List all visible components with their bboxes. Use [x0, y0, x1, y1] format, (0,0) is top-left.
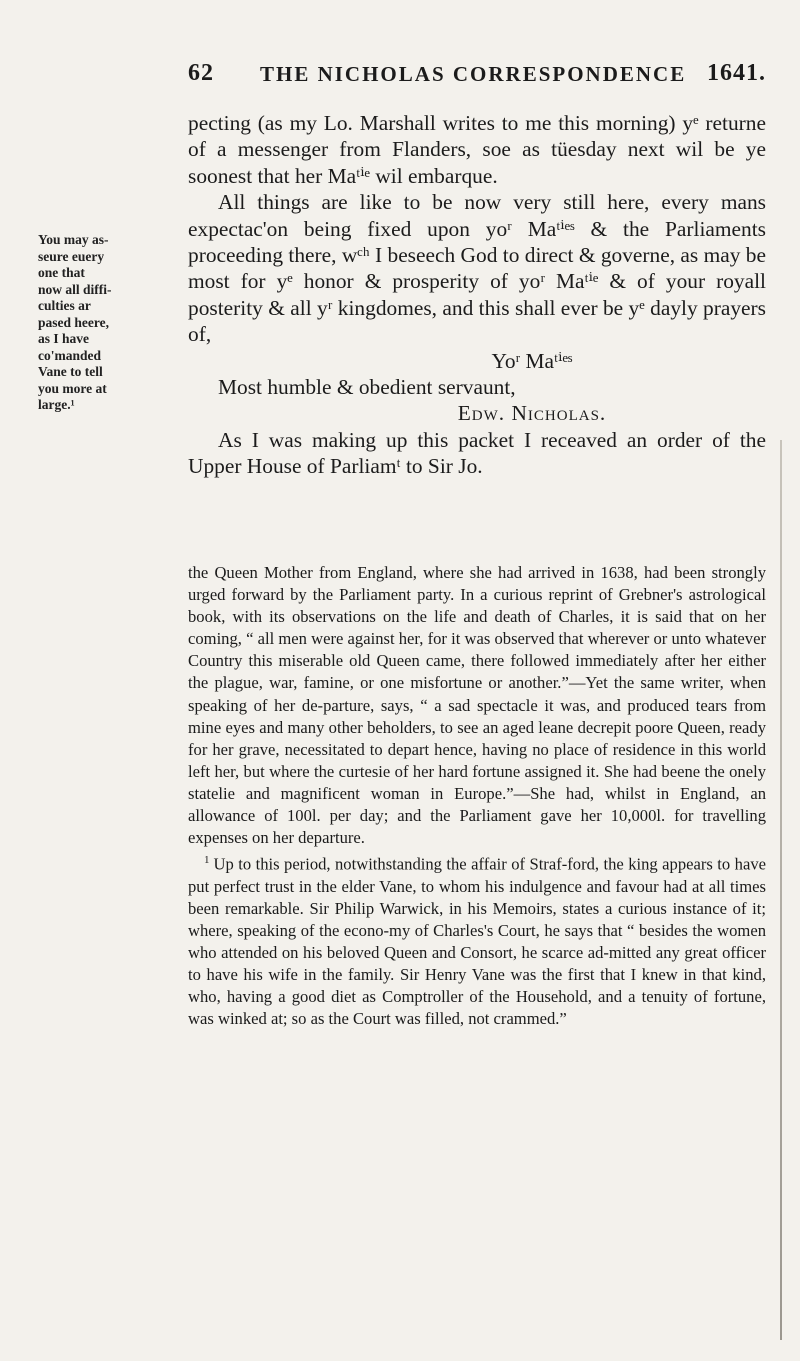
page-number: 62	[188, 60, 214, 86]
footnote-marker: 1	[204, 854, 210, 867]
page-header	[188, 60, 766, 100]
footnote-1	[188, 849, 766, 1030]
letter-postscript: As I was making up this packet I receaved an order of the Upper House of Parliamᵗ to Sir Jo.	[188, 427, 766, 479]
margin-note-line: culties ar	[38, 298, 91, 313]
margin-note-line: seure euery	[38, 248, 105, 264]
margin-note-line: co'manded	[38, 347, 102, 363]
letter-signature: Edw. Nicholas.	[457, 401, 607, 426]
margin-note-line: large.¹	[38, 397, 75, 412]
margin-note-line: now all diffi-	[38, 281, 112, 297]
margin-note-line: You may as-	[38, 232, 109, 247]
footnote-continuation: the Queen Mother from England, where she had arrived in 1638, had been strongly urged forward by the Parliament party. In a curious reprint of Grebner's astrological book, with its observations on the life and death of Charles, it is said that on her coming, “ all men were against her, for it was observed that wherever or unto whatever Country this miserable old Queen came, there followed immediately after her either the plague, war, famine, or one misfortune or another.”—Yet the same writer, when speaking of her de-parture, says, “ a sad spectacle it was, and produced tears from mine eyes and many other beholders, to see an aged leane decrepit poore Queen, ready for her grave, necessitated to depart hence, having no place of residence in this world left her, but where the curtesie of her hard fortune assigned it. She had beene the onely statelie and magnificent woman in Europe.”—She had, whilst in England, an allowance of 100l. per day; and the Parliament gave her 10,000l. for travelling expenses on her departure.	[188, 563, 766, 848]
margin-note	[38, 232, 184, 414]
letter-paragraph: All things are like to be now very still here, every mans expectac'on being fixed upon yoʳ Maᵗⁱᵉˢ & the Parliaments proceeding there, wᶜʰ I beseech God to direct & governe, as may be most for yᵉ honor & prosperity of yoʳ Maᵗⁱᵉ & of your royall posterity & all yʳ kingdomes, and this shall ever be yᵉ dayly prayers of,	[188, 190, 766, 347]
running-title: THE NICHOLAS CORRESPONDENCE	[260, 62, 687, 86]
margin-note-line: Vane to tell	[38, 364, 103, 379]
margin-note-line: you more at	[38, 380, 107, 396]
footnotes	[188, 562, 766, 1031]
footnote-text: Up to this period, notwithstanding the affair of Straf-ford, the king appears to have put perfect trust in the elder Vane, to whom his indulgence and favour had at all times been remarkable. Sir Philip Warwick, in his Memoirs, states a curious instance of it; where, speaking of the econo-my of Charles's Court, he says that “ besides the women who attended on his beloved Queen and Consort, he scarce ad-mitted any great officer to have his wife in the family. Sir Henry Vane was the first that I knew in that kind, who, having a good diet as Comptroller of the Household, and a tenuity of fortune, was winked at; so as the Court was filled, not crammed.”	[188, 854, 766, 1029]
letter-subscription: Most humble & obedient servaunt,	[218, 375, 516, 400]
margin-note-line: as I have	[38, 331, 90, 346]
margin-note-line: pased heere,	[38, 314, 109, 330]
header-year: 1641.	[707, 60, 766, 86]
margin-note-line: one that	[38, 265, 85, 280]
letter-body	[188, 110, 766, 480]
letter-paragraph: pecting (as my Lo. Marshall writes to me this morning) yᵉ returne of a messenger from Flanders, soe as tüesday next wil be ye soonest that her Maᵗⁱᵉ wil embarque.	[188, 111, 766, 188]
letter-closing: Yoʳ Maᵗⁱᵉˢ	[491, 348, 573, 373]
page-edge-shadow	[780, 440, 782, 1340]
